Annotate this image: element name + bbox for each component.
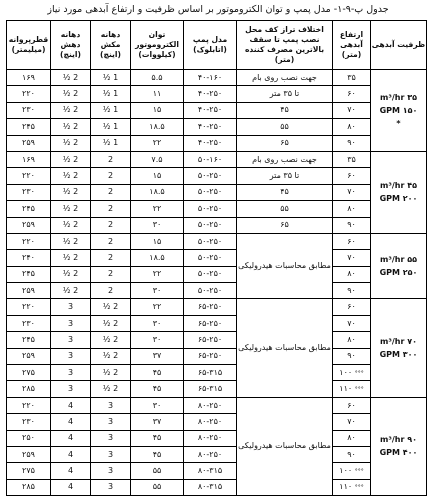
table-row <box>7 266 427 282</box>
power-cell: ۱۵ <box>131 102 184 118</box>
model-cell: ۸۰-۲۵۰ <box>184 446 237 462</box>
table-row <box>7 315 427 331</box>
model-cell: ۸۰-۳۱۵ <box>184 479 237 495</box>
suction-cell: 2 <box>91 184 131 200</box>
capacity-gpm: ۲۵۰ GPM <box>379 268 418 278</box>
table-row <box>7 102 427 118</box>
table-row <box>7 201 427 217</box>
head-cell <box>333 430 371 446</box>
level-cell: جهت نصب روی بام <box>237 70 333 86</box>
impeller-cell: ۲۸۵ <box>7 381 51 397</box>
model-cell: ۴۰-۲۵۰ <box>184 86 237 102</box>
impeller-cell: ۲۳۰ <box>7 102 51 118</box>
model-cell: ۵۰-۲۵۰ <box>184 217 237 233</box>
model-cell: ۶۵-۲۵۰ <box>184 348 237 364</box>
level-cell: ۵۵ <box>237 201 333 217</box>
model-cell: ۴۰-۲۵۰ <box>184 119 237 135</box>
table-row <box>7 397 427 413</box>
discharge-cell: 2 ½ <box>51 102 91 118</box>
capacity-gpm: ۳۰۰ GPM <box>379 350 418 360</box>
power-cell: ۷.۵ <box>131 151 184 167</box>
impeller-cell: ۱۶۹ <box>7 70 51 86</box>
discharge-cell: 2 ½ <box>51 233 91 249</box>
power-cell: ۱۵ <box>131 168 184 184</box>
power-cell: ۱۸.۵ <box>131 184 184 200</box>
power-cell: ۴۵ <box>131 365 184 381</box>
table-row <box>7 414 427 430</box>
head-value: ۷۰ <box>347 416 356 426</box>
head-value: ۸۰ <box>347 203 356 213</box>
head-value: ۱۱۰ <box>339 482 353 492</box>
head-value: ۶۰ <box>347 236 356 246</box>
power-cell: ۴۵ <box>131 430 184 446</box>
header-pump-model: مدل پمپ (اتابلوک) <box>184 21 237 70</box>
power-cell: ۳۷ <box>131 348 184 364</box>
capacity-gpm: ۱۵۰ GPM <box>379 105 418 115</box>
discharge-cell: 3 <box>51 315 91 331</box>
head-cell <box>333 414 371 430</box>
table-row <box>7 184 427 200</box>
suction-cell: 2 ½ <box>91 365 131 381</box>
head-cell <box>333 168 371 184</box>
discharge-cell: 2 ½ <box>51 201 91 217</box>
table-row <box>7 283 427 299</box>
model-cell: ۵۰-۲۵۰ <box>184 184 237 200</box>
table-row <box>7 365 427 381</box>
head-cell <box>333 299 371 315</box>
impeller-cell: ۲۵۰ <box>7 430 51 446</box>
impeller-cell: ۲۲۰ <box>7 168 51 184</box>
head-cell <box>333 397 371 413</box>
head-degree-marks: °°° <box>354 484 364 492</box>
capacity-cell <box>371 70 427 152</box>
head-cell <box>333 463 371 479</box>
model-cell: ۵۰-۲۵۰ <box>184 283 237 299</box>
header-capacity: ظرفیت آبدهی <box>371 21 427 70</box>
head-cell <box>333 332 371 348</box>
level-cell: جهت نصب روی بام <box>237 151 333 167</box>
discharge-cell: 4 <box>51 446 91 462</box>
table-row <box>7 332 427 348</box>
level-cell: ۵۵ <box>237 119 333 135</box>
impeller-cell: ۲۵۹ <box>7 446 51 462</box>
suction-cell: 3 <box>91 446 131 462</box>
suction-cell: 3 <box>91 463 131 479</box>
discharge-cell: 2 ½ <box>51 266 91 282</box>
model-cell: ۵۰-۲۵۰ <box>184 250 237 266</box>
impeller-cell: ۲۲۰ <box>7 86 51 102</box>
model-cell: ۶۵-۲۵۰ <box>184 299 237 315</box>
impeller-cell: ۲۴۵ <box>7 266 51 282</box>
suction-cell: 2 <box>91 233 131 249</box>
capacity-m3: ۳۵ m³/hr <box>380 92 417 102</box>
suction-cell: 3 <box>91 397 131 413</box>
capacity-cell <box>371 233 427 299</box>
discharge-cell: 3 <box>51 365 91 381</box>
level-note-cell: مطابق محاسبات هیدرولیکی <box>237 397 333 495</box>
head-value: ۹۰ <box>347 351 356 361</box>
impeller-cell: ۲۵۹ <box>7 348 51 364</box>
model-cell: ۴۰-۲۵۰ <box>184 102 237 118</box>
discharge-cell: 2 ½ <box>51 217 91 233</box>
capacity-m3: ۴۵ m³/hr <box>380 181 417 191</box>
capacity-m3: ۷۰ m³/hr <box>380 337 417 347</box>
capacity-m3: ۵۵ m³/hr <box>380 255 417 265</box>
impeller-cell: ۲۲۰ <box>7 397 51 413</box>
table-row <box>7 135 427 151</box>
power-cell: ۳۷ <box>131 414 184 430</box>
impeller-cell: ۲۴۵ <box>7 201 51 217</box>
discharge-cell: 2 ½ <box>51 70 91 86</box>
model-cell: ۵۰-۲۵۰ <box>184 201 237 217</box>
suction-cell: 2 ½ <box>91 332 131 348</box>
suction-cell: 1 ½ <box>91 135 131 151</box>
level-cell: ۶۵ <box>237 135 333 151</box>
suction-cell: 2 <box>91 168 131 184</box>
suction-cell: 3 <box>91 479 131 495</box>
power-cell: ۱۱ <box>131 86 184 102</box>
head-cell <box>333 119 371 135</box>
table-row <box>7 86 427 102</box>
power-cell: ۲۲ <box>131 135 184 151</box>
header-motor-power: توان الکتروموتور (کیلووات) <box>131 21 184 70</box>
suction-cell: 1 ½ <box>91 119 131 135</box>
capacity-gpm: ۲۰۰ GPM <box>379 194 418 204</box>
power-cell: ۳۰ <box>131 283 184 299</box>
table-caption: جدول پ-۹-۱- مدل پمپ و توان الکتروموتور بر اساس ظرفیت و ارتفاع آبدهی مورد نیاز <box>47 4 389 15</box>
head-value: ۱۰۰ <box>339 466 353 476</box>
table-row <box>7 446 427 462</box>
head-value: ۷۰ <box>347 105 356 115</box>
discharge-cell: 2 ½ <box>51 86 91 102</box>
impeller-cell: ۲۳۰ <box>7 184 51 200</box>
head-value: ۸۰ <box>347 269 356 279</box>
capacity-cell <box>371 397 427 495</box>
table-row <box>7 217 427 233</box>
discharge-cell: 2 ½ <box>51 168 91 184</box>
suction-cell: 1 ½ <box>91 86 131 102</box>
power-cell: ۴۵ <box>131 446 184 462</box>
head-degree-marks: °°° <box>354 369 364 377</box>
capacity-cell <box>371 151 427 233</box>
level-note-cell: مطابق محاسبات هیدرولیکی <box>237 299 333 397</box>
table-row <box>7 299 427 315</box>
impeller-cell: ۱۶۹ <box>7 151 51 167</box>
discharge-cell: 2 ½ <box>51 283 91 299</box>
header-row <box>7 21 427 70</box>
discharge-cell: 2 ½ <box>51 250 91 266</box>
table-row <box>7 430 427 446</box>
discharge-cell: 2 ½ <box>51 135 91 151</box>
suction-cell: 3 <box>91 430 131 446</box>
header-head: ارتفاع آبدهی (متر) <box>333 21 371 70</box>
head-value: ۹۰ <box>347 449 356 459</box>
head-cell <box>333 381 371 397</box>
head-cell <box>333 184 371 200</box>
head-value: ۷۰ <box>347 252 356 262</box>
head-value: ۳۵ <box>347 72 356 82</box>
impeller-cell: ۲۴۵ <box>7 332 51 348</box>
discharge-cell: 2 ½ <box>51 119 91 135</box>
power-cell: ۲۲ <box>131 201 184 217</box>
head-cell <box>333 266 371 282</box>
discharge-cell: 2 ½ <box>51 151 91 167</box>
table-body <box>7 70 427 496</box>
model-cell: ۵۰-۲۵۰ <box>184 266 237 282</box>
model-cell: ۶۵-۲۵۰ <box>184 315 237 331</box>
suction-cell: 2 <box>91 151 131 167</box>
model-cell: ۶۵-۲۵۰ <box>184 332 237 348</box>
impeller-cell: ۲۳۰ <box>7 414 51 430</box>
suction-cell: 2 <box>91 217 131 233</box>
model-cell: ۶۵-۳۱۵ <box>184 381 237 397</box>
head-value: ۶۰ <box>347 89 356 99</box>
power-cell: ۵.۵ <box>131 70 184 86</box>
head-cell <box>333 315 371 331</box>
head-cell <box>333 135 371 151</box>
model-cell: ۸۰-۲۵۰ <box>184 397 237 413</box>
impeller-cell: ۲۲۰ <box>7 233 51 249</box>
level-cell: ۴۵ <box>237 102 333 118</box>
impeller-cell: ۲۵۹ <box>7 135 51 151</box>
head-cell <box>333 102 371 118</box>
suction-cell: 2 <box>91 201 131 217</box>
head-value: ۱۱۰ <box>339 384 353 394</box>
table-row <box>7 348 427 364</box>
suction-cell: 3 <box>91 414 131 430</box>
head-value: ۶۰ <box>347 400 356 410</box>
model-cell: ۴۰-۱۶۰ <box>184 70 237 86</box>
pump-selection-table <box>6 20 427 496</box>
level-cell: ۴۵ <box>237 184 333 200</box>
head-value: ۸۰ <box>347 334 356 344</box>
model-cell: ۸۰-۲۵۰ <box>184 414 237 430</box>
model-cell: ۵۰-۲۵۰ <box>184 168 237 184</box>
head-cell <box>333 217 371 233</box>
level-cell: تا ۳۵ متر <box>237 168 333 184</box>
discharge-cell: 4 <box>51 479 91 495</box>
head-cell <box>333 201 371 217</box>
table-row <box>7 463 427 479</box>
discharge-cell: 2 ½ <box>51 184 91 200</box>
power-cell: ۵۵ <box>131 479 184 495</box>
head-cell <box>333 365 371 381</box>
head-value: ۶۰ <box>347 302 356 312</box>
head-value: ۳۵ <box>347 154 356 164</box>
impeller-cell: ۲۳۰ <box>7 315 51 331</box>
level-cell: تا ۳۵ متر <box>237 86 333 102</box>
header-level-diff: اختلاف تراز کف محل نصب پمپ تا سقف بالاترین مصرف کننده (متر) <box>237 21 333 70</box>
head-cell <box>333 151 371 167</box>
discharge-cell: 4 <box>51 414 91 430</box>
header-discharge: دهانه دهش (اینچ) <box>51 21 91 70</box>
head-cell <box>333 283 371 299</box>
suction-cell: 2 ½ <box>91 348 131 364</box>
level-cell: ۶۵ <box>237 217 333 233</box>
table-row <box>7 168 427 184</box>
suction-cell: 2 ½ <box>91 381 131 397</box>
suction-cell: 2 <box>91 266 131 282</box>
capacity-m3: ۹۰ m³/hr <box>380 435 417 445</box>
power-cell: ۳۰ <box>131 397 184 413</box>
table-row <box>7 381 427 397</box>
impeller-cell: ۲۵۹ <box>7 217 51 233</box>
impeller-cell: ۲۸۵ <box>7 479 51 495</box>
suction-cell: 2 ½ <box>91 299 131 315</box>
impeller-cell: ۲۴۰ <box>7 250 51 266</box>
model-cell: ۵۰-۲۵۰ <box>184 233 237 249</box>
suction-cell: 2 <box>91 250 131 266</box>
capacity-star: * <box>396 118 401 128</box>
model-cell: ۶۵-۳۱۵ <box>184 365 237 381</box>
power-cell: ۱۸.۵ <box>131 250 184 266</box>
discharge-cell: 4 <box>51 430 91 446</box>
table-row <box>7 250 427 266</box>
capacity-cell <box>371 299 427 397</box>
header-suction: دهانه مکش (اینچ) <box>91 21 131 70</box>
head-cell <box>333 348 371 364</box>
head-cell <box>333 233 371 249</box>
impeller-cell: ۲۴۵ <box>7 119 51 135</box>
suction-cell: 2 <box>91 283 131 299</box>
head-cell <box>333 86 371 102</box>
impeller-cell: ۲۷۵ <box>7 365 51 381</box>
table-row <box>7 479 427 495</box>
head-cell <box>333 250 371 266</box>
suction-cell: 1 ½ <box>91 102 131 118</box>
head-value: ۸۰ <box>347 433 356 443</box>
header-impeller: قطرپروانه (میلیمتر) <box>7 21 51 70</box>
discharge-cell: 3 <box>51 381 91 397</box>
power-cell: ۵۵ <box>131 463 184 479</box>
head-value: ۷۰ <box>347 187 356 197</box>
model-cell: ۸۰-۲۵۰ <box>184 430 237 446</box>
discharge-cell: 4 <box>51 463 91 479</box>
table-row <box>7 151 427 167</box>
head-cell <box>333 479 371 495</box>
power-cell: ۲۲ <box>131 266 184 282</box>
head-value: ۶۰ <box>347 171 356 181</box>
power-cell: ۲۲ <box>131 299 184 315</box>
level-note-cell: مطابق محاسبات هیدرولیکی <box>237 233 333 299</box>
power-cell: ۳۰ <box>131 332 184 348</box>
head-value: ۱۰۰ <box>339 367 353 377</box>
power-cell: ۳۰ <box>131 217 184 233</box>
discharge-cell: 3 <box>51 299 91 315</box>
head-degree-marks: °°° <box>354 386 364 394</box>
power-cell: ۴۵ <box>131 381 184 397</box>
head-value: ۹۰ <box>347 220 356 230</box>
discharge-cell: 3 <box>51 332 91 348</box>
head-value: ۹۰ <box>347 285 356 295</box>
head-cell <box>333 70 371 86</box>
impeller-cell: ۲۲۰ <box>7 299 51 315</box>
head-cell <box>333 446 371 462</box>
table-row <box>7 233 427 249</box>
head-degree-marks: °°° <box>354 468 364 476</box>
suction-cell: 2 ½ <box>91 315 131 331</box>
model-cell: ۴۰-۲۵۰ <box>184 135 237 151</box>
power-cell: ۱۵ <box>131 233 184 249</box>
impeller-cell: ۲۵۹ <box>7 283 51 299</box>
impeller-cell: ۲۷۵ <box>7 463 51 479</box>
model-cell: ۸۰-۳۱۵ <box>184 463 237 479</box>
power-cell: ۱۸.۵ <box>131 119 184 135</box>
model-cell: ۵۰-۱۶۰ <box>184 151 237 167</box>
head-value: ۹۰ <box>347 138 356 148</box>
power-cell: ۳۰ <box>131 315 184 331</box>
head-value: ۷۰ <box>347 318 356 328</box>
discharge-cell: 3 <box>51 348 91 364</box>
suction-cell: 1 ½ <box>91 70 131 86</box>
discharge-cell: 4 <box>51 397 91 413</box>
head-value: ۸۰ <box>347 121 356 131</box>
table-row <box>7 119 427 135</box>
table-row <box>7 70 427 86</box>
capacity-gpm: ۴۰۰ GPM <box>379 448 418 458</box>
